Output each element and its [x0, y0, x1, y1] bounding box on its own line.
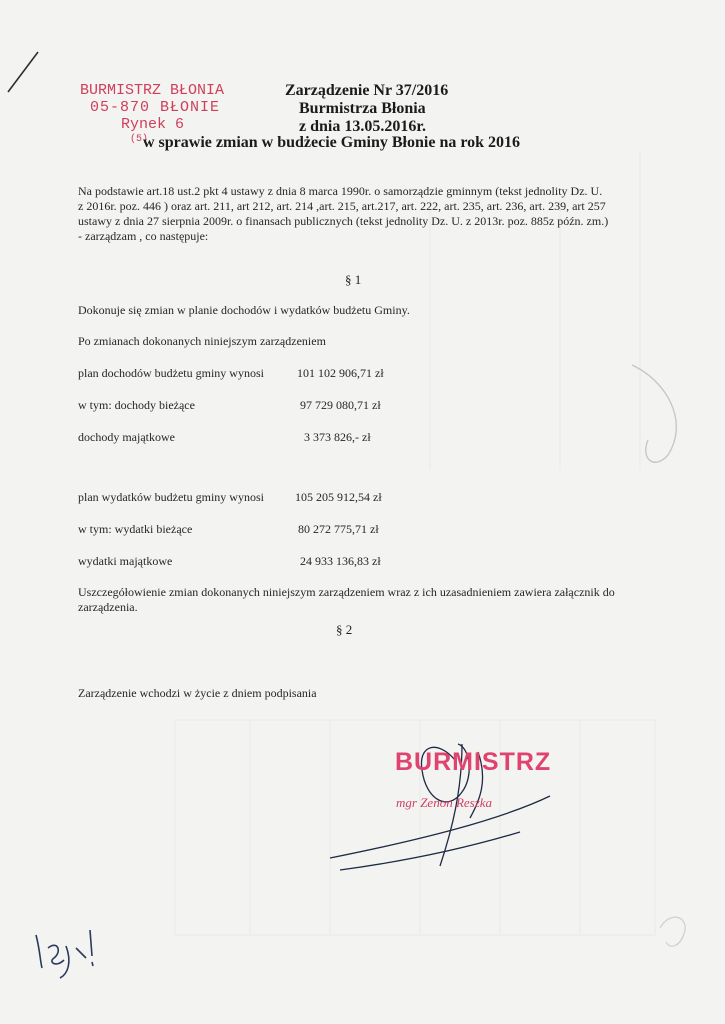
- income-plan-label: plan dochodów budżetu gminy wynosi: [78, 366, 264, 380]
- property-income-label: dochody majątkowe: [78, 430, 175, 444]
- signature-stamp-title: BURMISTRZ: [395, 748, 552, 776]
- document-subject: w sprawie zmian w budżecie Gminy Błonie na rok 2016: [143, 134, 521, 151]
- expense-plan-label: plan wydatków budżetu gminy wynosi: [78, 490, 264, 504]
- signature-stamp-name: mgr Zenon Reszka: [396, 795, 493, 810]
- margin-paraph: [632, 365, 676, 462]
- stamp-line-street: Rynek 6: [121, 116, 185, 133]
- section-1-heading: § 1: [345, 272, 362, 287]
- handwritten-initials: [36, 930, 93, 978]
- expense-plan-value: 105 205 912,54 zł: [295, 490, 382, 504]
- current-expense-label: w tym: wydatki bieżące: [78, 522, 193, 536]
- preamble-line: ustawy z dnia 27 sierpnia 2009r. o finansach publicznych (tekst jednolity Dz. U. z 2013r. poz. 885z późn. zm.): [78, 214, 609, 228]
- current-expense-value: 80 272 775,71 zł: [298, 522, 379, 536]
- current-income-label: w tym: dochody bieżące: [78, 398, 195, 412]
- pen-stroke: [8, 52, 38, 92]
- after-changes-line: Po zmianach dokonanych niniejszym zarządzeniem: [78, 334, 326, 348]
- document-date: z dnia 13.05.2016r.: [299, 118, 426, 135]
- stamp-line-postcode: 05-870 BŁONIE: [90, 99, 221, 116]
- current-income-value: 97 729 080,71 zł: [300, 398, 381, 412]
- preamble-line: - zarządzam , co następuje:: [78, 229, 209, 243]
- property-income-value: 3 373 826,- zł: [304, 430, 371, 444]
- attachment-note-line: zarządzenia.: [78, 600, 138, 614]
- faint-mark: [660, 917, 685, 946]
- preamble-line: Na podstawie art.18 ust.2 pkt 4 ustawy z dnia 8 marca 1990r. o samorządzie gminnym (tekst jednolity Dz. U.: [78, 184, 603, 198]
- income-plan-value: 101 102 906,71 zł: [297, 366, 384, 380]
- document-title: Zarządzenie Nr 37/2016: [285, 82, 449, 99]
- section-2-heading: § 2: [336, 622, 353, 637]
- preamble-line: z 2016r. poz. 446 ) oraz art. 211, art 212, art. 214 ,art. 215, art.217, art. 222, art. 235, art. 236, art. 239, art 257: [78, 199, 606, 213]
- stamp-line-number: (5): [130, 134, 149, 145]
- section-1-intro: Dokonuje się zmian w planie dochodów i wydatków budżetu Gminy.: [78, 303, 410, 317]
- section-2-text: Zarządzenie wchodzi w życie z dniem podpisania: [78, 686, 317, 700]
- property-expense-value: 24 933 136,83 zł: [300, 554, 381, 568]
- document-issuer: Burmistrza Błonia: [299, 100, 426, 117]
- stamp-line-office: BURMISTRZ BŁONIA: [80, 82, 225, 99]
- attachment-note-line: Uszczegółowienie zmian dokonanych niniejszym zarządzeniem wraz z ich uzasadnieniem zawiera załącznik do: [78, 585, 615, 599]
- property-expense-label: wydatki majątkowe: [78, 554, 173, 568]
